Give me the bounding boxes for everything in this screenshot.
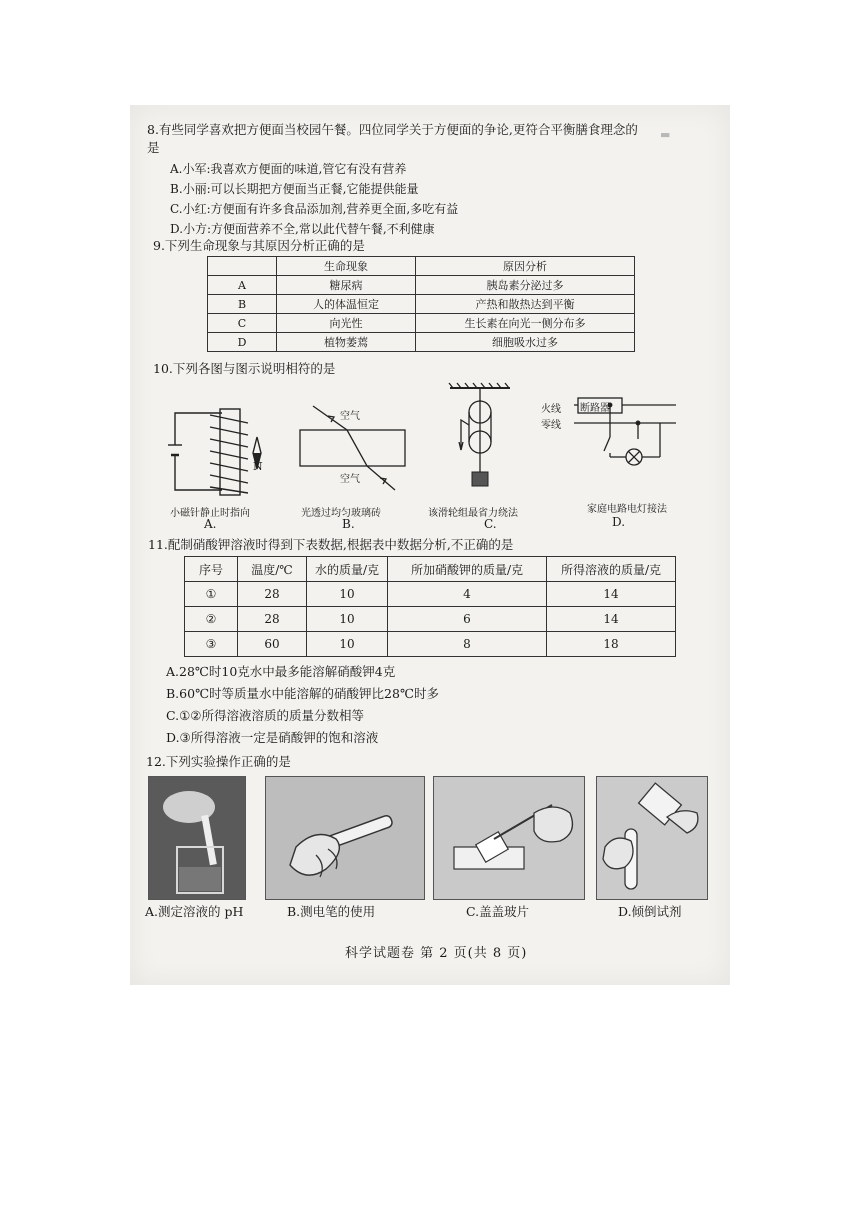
figure-b-air-top: 空气	[340, 411, 360, 422]
photo-c-caption: C.盖盖玻片	[466, 904, 530, 919]
figure-a-solenoid	[160, 405, 270, 500]
table-cell: 向光性	[277, 314, 416, 333]
table-header-cell: 水的质量/克	[307, 557, 388, 582]
table-cell: 人的体温恒定	[277, 295, 416, 314]
q11-option-b: B.60℃时等质量水中能溶解的硝酸钾比28℃时多	[166, 686, 439, 701]
q10-stem: 10.下列各图与图示说明相符的是	[153, 361, 336, 376]
figure-d-live-label: 火线	[541, 404, 561, 415]
photo-c-cover-slip	[433, 776, 585, 900]
photo-b-caption: B.测电笔的使用	[287, 904, 376, 919]
table-header-cell: 原因分析	[416, 257, 635, 276]
q8-option-d: D.小方:方便面营养不全,常以此代替午餐,不利健康	[170, 222, 435, 236]
figure-b-caption: 光透过均匀玻璃砖	[301, 508, 381, 519]
table-cell: 60	[238, 632, 307, 657]
q12-stem: 12.下列实验操作正确的是	[146, 754, 291, 769]
table-header-cell	[208, 257, 277, 276]
table-header-row	[208, 257, 635, 276]
photo-d-caption: D.倾倒试剂	[618, 904, 682, 919]
table-cell: ①	[185, 582, 238, 607]
figure-c-pulley	[445, 380, 515, 505]
table-cell: 14	[547, 582, 676, 607]
table-row	[208, 333, 635, 352]
q11-option-a: A.28℃时10克水中最多能溶解硝酸钾4克	[166, 664, 396, 679]
table-cell: 8	[388, 632, 547, 657]
table-row	[208, 314, 635, 333]
q8-stem: 8.有些同学喜欢把方便面当校园午餐。四位同学关于方便面的争论,更符合平衡膳食理念的	[147, 122, 638, 137]
q11-option-c: C.①②所得溶液溶质的质量分数相等	[166, 708, 365, 723]
figure-d-letter: D.	[612, 515, 626, 529]
table-row	[185, 582, 676, 607]
figure-c-letter: C.	[484, 517, 497, 531]
photo-a-caption: A.测定溶液的 pH	[145, 904, 244, 919]
table-header-row	[185, 557, 676, 582]
photo-d-pouring	[596, 776, 708, 900]
photo-a-ph-test	[148, 776, 246, 900]
table-cell: D	[208, 333, 277, 352]
table-header-cell: 序号	[185, 557, 238, 582]
q11-table	[184, 556, 676, 657]
table-cell: 4	[388, 582, 547, 607]
table-row	[185, 632, 676, 657]
table-cell: 细胞吸水过多	[416, 333, 635, 352]
table-cell: C	[208, 314, 277, 333]
q9-stem: 9.下列生命现象与其原因分析正确的是	[153, 238, 365, 253]
table-row	[208, 276, 635, 295]
table-cell: 生长素在向光一侧分布多	[416, 314, 635, 333]
figure-b-air-bottom: 空气	[340, 474, 360, 485]
table-header-cell: 所得溶液的质量/克	[547, 557, 676, 582]
page-footer: 科学试题卷 第 2 页(共 8 页)	[345, 946, 528, 961]
table-cell: 6	[388, 607, 547, 632]
table-row	[208, 295, 635, 314]
table-cell: 10	[307, 632, 388, 657]
table-cell: 胰岛素分泌过多	[416, 276, 635, 295]
table-cell: 糖尿病	[277, 276, 416, 295]
table-cell: 10	[307, 582, 388, 607]
figure-b-letter: B.	[342, 517, 355, 531]
figure-d-neutral-label: 零线	[541, 420, 561, 431]
q8-stem-cont: 是	[147, 140, 160, 155]
table-cell: 28	[238, 607, 307, 632]
table-header-cell: 所加硝酸钾的质量/克	[388, 557, 547, 582]
table-cell: A	[208, 276, 277, 295]
bleed-through-mark: ▬	[660, 128, 671, 141]
q8-option-a: A.小军:我喜欢方便面的味道,管它有没有营养	[170, 162, 407, 176]
figure-a-letter: A.	[204, 517, 217, 531]
table-row	[185, 607, 676, 632]
q11-option-d: D.③所得溶液一定是硝酸钾的饱和溶液	[166, 730, 379, 745]
q8-option-b: B.小丽:可以长期把方便面当正餐,它能提供能量	[170, 182, 419, 196]
q9-table	[207, 256, 635, 352]
figure-a-pole-label: N	[253, 460, 263, 473]
table-cell: 产热和散热达到平衡	[416, 295, 635, 314]
table-cell: B	[208, 295, 277, 314]
table-header-cell: 温度/℃	[238, 557, 307, 582]
table-cell: 植物萎蔫	[277, 333, 416, 352]
figure-c-caption: 该滑轮组最省力绕法	[428, 508, 518, 519]
figure-a-caption: 小磁针静止时指向	[170, 508, 250, 519]
table-cell: 10	[307, 607, 388, 632]
figure-d-caption: 家庭电路电灯接法	[587, 504, 667, 515]
table-cell: 28	[238, 582, 307, 607]
photo-b-test-pen	[265, 776, 425, 900]
table-cell: ③	[185, 632, 238, 657]
q11-stem: 11.配制硝酸钾溶液时得到下表数据,根据表中数据分析,不正确的是	[148, 537, 514, 552]
q8-option-c: C.小红:方便面有许多食品添加剂,营养更全面,多吃有益	[170, 202, 459, 216]
table-cell: 14	[547, 607, 676, 632]
figure-d-breaker-label: 断路器	[580, 403, 610, 414]
table-header-cell: 生命现象	[277, 257, 416, 276]
table-cell: ②	[185, 607, 238, 632]
table-cell: 18	[547, 632, 676, 657]
